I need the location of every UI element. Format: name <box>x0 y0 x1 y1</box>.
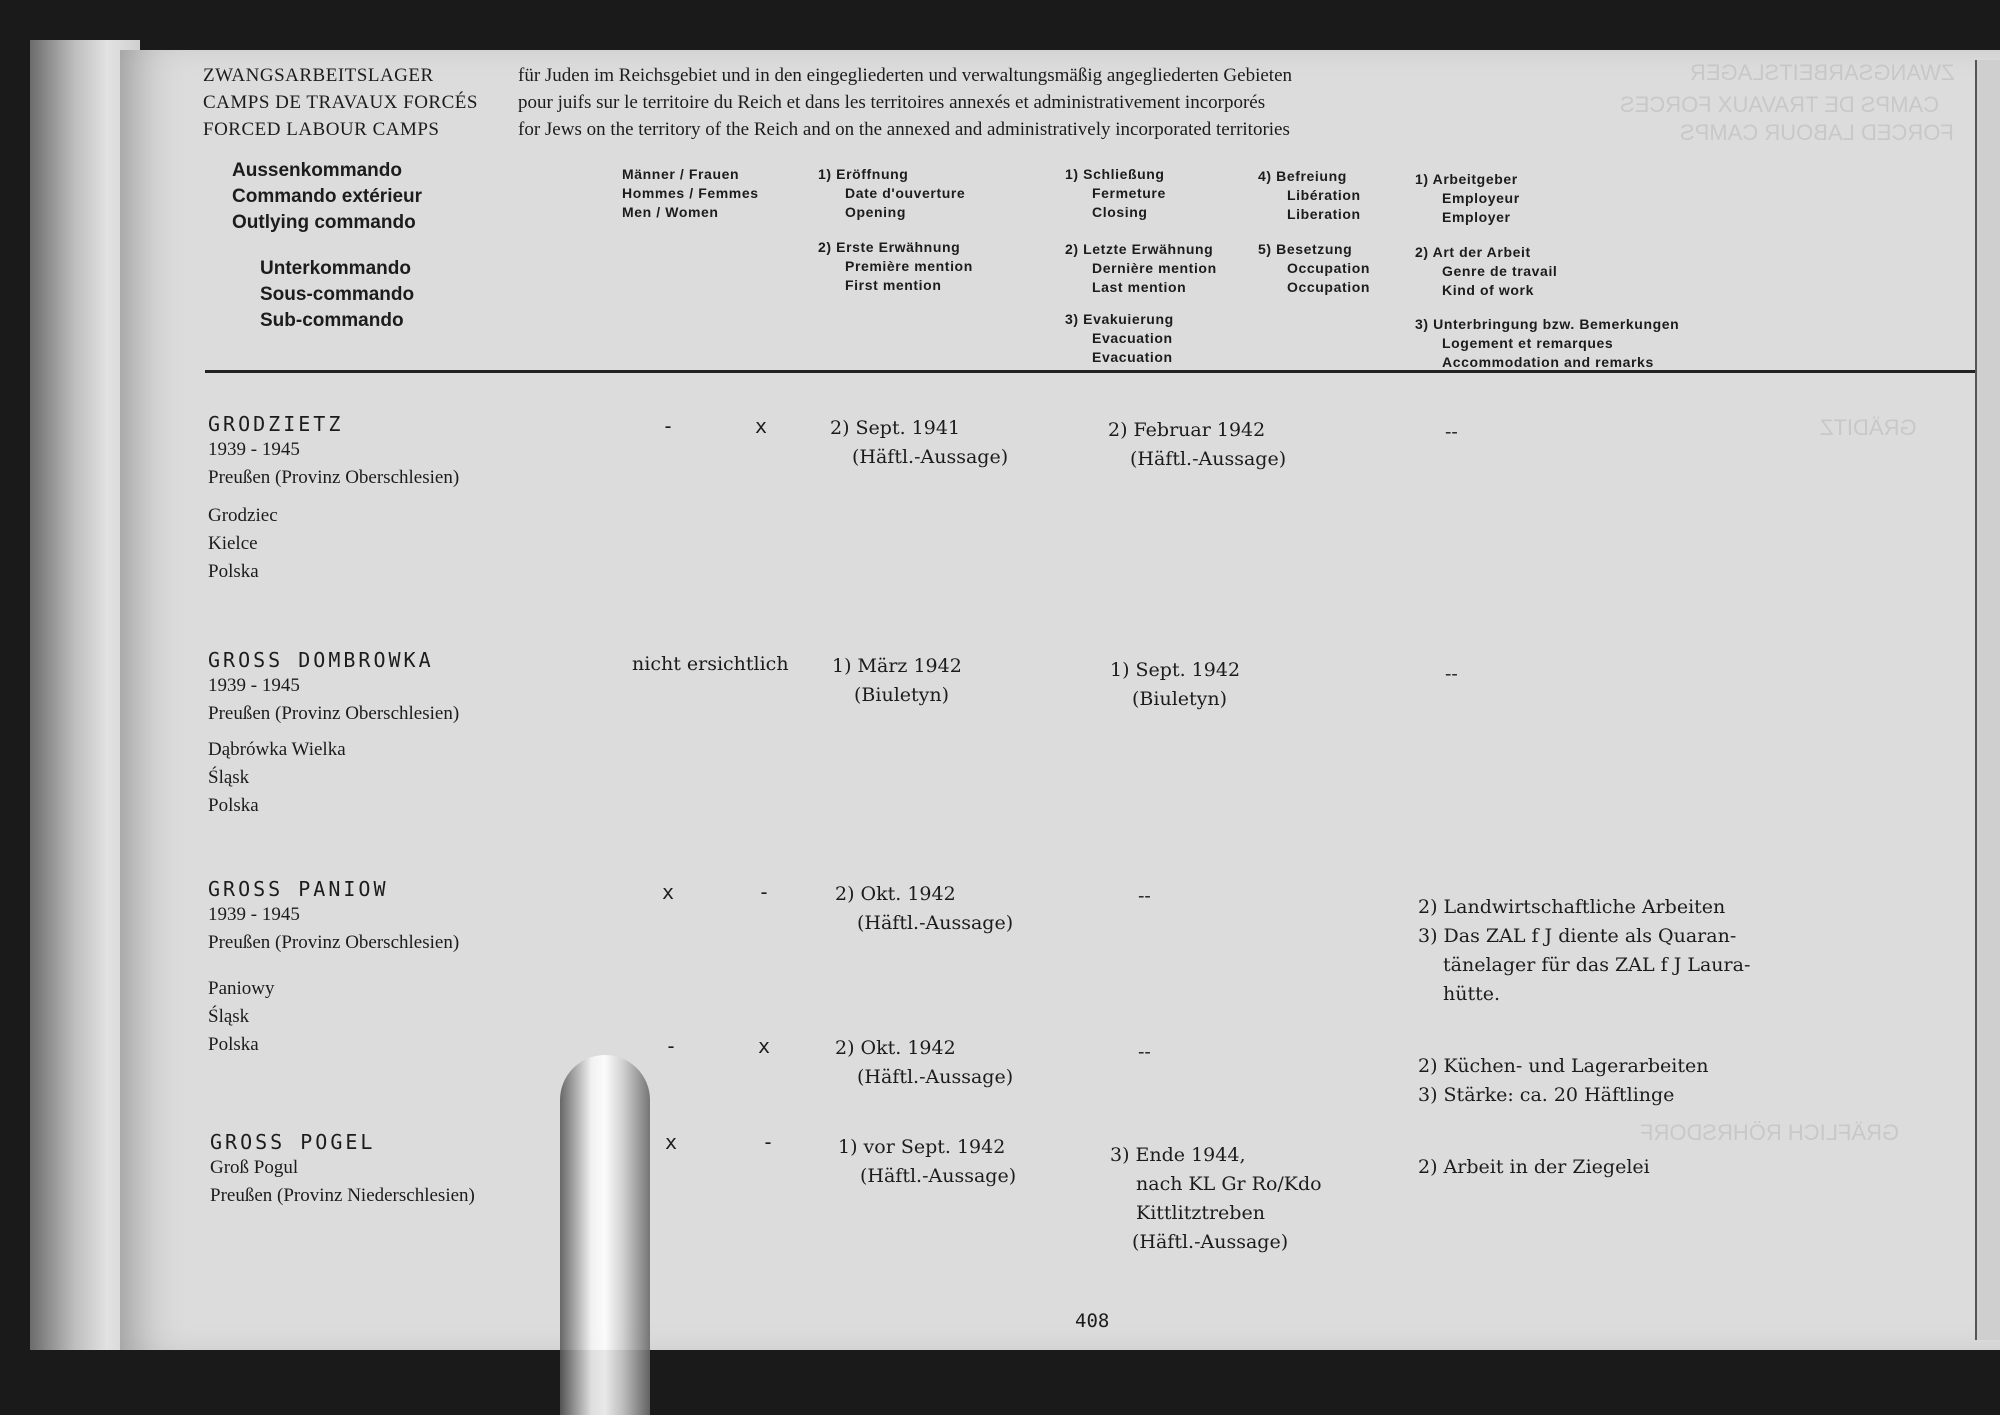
camp-years: 1939 - 1945 <box>208 439 300 460</box>
cell-line: 2) Okt. 1942 <box>835 883 956 905</box>
column-header-line: 3) Unterbringung bzw. Bemerkungen <box>1415 316 1680 332</box>
column-header-line: 1) Schließung <box>1065 166 1165 182</box>
camp-years: 1939 - 1945 <box>208 675 300 696</box>
cell-line: 2) Februar 1942 <box>1108 419 1266 441</box>
column-header-line: Hommes / Femmes <box>622 185 759 201</box>
column-header-line: Fermeture <box>1092 185 1166 201</box>
metal-bookmark <box>560 1055 650 1415</box>
column-header-line: Dernière mention <box>1092 260 1217 276</box>
column-header-line: Logement et remarques <box>1442 335 1614 351</box>
cell-line: 2) Küchen- und Lagerarbeiten <box>1418 1055 1709 1077</box>
column-header-line: 5) Besetzung <box>1258 241 1353 257</box>
cell-line: (Biuletyn) <box>854 684 950 706</box>
opening-cell <box>838 1133 1016 1191</box>
opening-cell <box>832 652 962 710</box>
cell-line: 3) Stärke: ca. 20 Häftlinge <box>1418 1084 1675 1106</box>
column-header-line: 2) Erste Erwähnung <box>818 239 961 255</box>
place-name: Polska <box>208 1034 259 1055</box>
closing-cell: -- <box>1138 885 1151 907</box>
cell-line: 2) Okt. 1942 <box>835 1037 956 1059</box>
camp-name: GRODZIETZ <box>208 412 344 436</box>
column-header-line: 1) Eröffnung <box>818 166 909 182</box>
men-mark: x <box>662 880 675 904</box>
page-number: 408 <box>1075 1310 1110 1332</box>
column-header-line: Männer / Frauen <box>622 166 740 182</box>
column-header-line: 3) Evakuierung <box>1065 311 1174 327</box>
column-header-line: Kind of work <box>1442 282 1534 298</box>
column-header-line: Evacuation <box>1092 330 1173 346</box>
cell-line: 1) Sept. 1942 <box>1110 659 1241 681</box>
column-header-liberation <box>1258 167 1361 224</box>
men-mark: x <box>665 1130 678 1154</box>
cell-line: hütte. <box>1443 983 1501 1005</box>
camp-region: Preußen (Provinz Niederschlesien) <box>210 1185 475 1206</box>
entry-gross-pogel <box>210 1130 475 1210</box>
place-name: Śląsk <box>208 767 250 788</box>
remarks-cell <box>1418 893 1750 1009</box>
camp-name: GROSS DOMBROWKA <box>208 648 434 672</box>
header-right-line: for Jews on the territory of the Reich and on the annexed and administratively incorporated territories <box>518 119 1290 140</box>
gender-cell: nicht ersichtlich <box>632 653 789 675</box>
commando-label-line: Aussenkommando <box>232 160 402 181</box>
remarks-cell: -- <box>1445 421 1458 443</box>
place-name: Dąbrówka Wielka <box>208 739 346 760</box>
closing-cell <box>1108 416 1286 474</box>
women-mark: - <box>762 1130 775 1154</box>
column-header-gender <box>622 165 759 222</box>
camp-place: Groß Pogul <box>210 1157 299 1178</box>
column-header-kind-of-work <box>1415 243 1557 300</box>
header-right-line: pour juifs sur le territoire du Reich et dans les territoires annexés et administrativement incorporés <box>518 92 1266 113</box>
sub-commando-label-block <box>260 256 414 334</box>
column-header-line: Première mention <box>845 258 973 274</box>
place-name: Paniowy <box>208 978 275 999</box>
cell-line: nach KL Gr Ro/Kdo <box>1136 1173 1322 1195</box>
column-header-line: 2) Art der Arbeit <box>1415 244 1531 260</box>
cell-line: (Biuletyn) <box>1132 688 1228 710</box>
column-header-line: Occupation <box>1287 260 1371 276</box>
bleed-through-text: ZWANGSARBEITSLAGER <box>1690 60 1955 85</box>
bleed-through-text: CAMPS DE TRAVAUX FORCES <box>1620 92 1940 117</box>
camp-region: Preußen (Provinz Oberschlesien) <box>208 932 460 953</box>
bleed-through-text: FORCED LABOUR CAMPS <box>1680 120 1954 145</box>
column-header-line: Occupation <box>1287 279 1371 295</box>
men-mark: - <box>665 1034 678 1058</box>
column-header-line: Liberation <box>1287 206 1361 222</box>
column-header-closing <box>1065 165 1166 222</box>
camp-region: Preußen (Provinz Oberschlesien) <box>208 467 460 488</box>
column-header-evacuation <box>1065 310 1174 367</box>
column-header-line: Employeur <box>1442 190 1520 206</box>
camp-name: GROSS PANIOW <box>208 877 389 901</box>
column-header-line: Accommodation and remarks <box>1442 354 1654 370</box>
header-left-line: FORCED LABOUR CAMPS <box>203 119 440 140</box>
camp-name: GROSS POGEL <box>210 1130 376 1154</box>
column-header-line: Closing <box>1092 204 1148 220</box>
women-mark: x <box>755 414 768 438</box>
remarks-cell <box>1418 1052 1709 1110</box>
remarks-cell: -- <box>1445 663 1458 685</box>
header-right-block <box>518 62 1292 143</box>
cell-line: 1) vor Sept. 1942 <box>838 1136 1006 1158</box>
place-name: Grodziec <box>208 505 278 526</box>
cell-line: (Häftl.-Aussage) <box>857 912 1014 934</box>
cell-line: 2) Landwirtschaftliche Arbeiten <box>1418 896 1726 918</box>
opening-cell <box>835 1034 1013 1092</box>
cell-line: (Häftl.-Aussage) <box>857 1066 1014 1088</box>
header-left-line: CAMPS DE TRAVAUX FORCÉS <box>203 92 478 113</box>
cell-line: (Häftl.-Aussage) <box>860 1165 1017 1187</box>
closing-cell <box>1110 656 1240 714</box>
sub-commando-label-line: Unterkommando <box>260 258 411 279</box>
men-mark: - <box>662 414 675 438</box>
column-header-line: 1) Arbeitgeber <box>1415 171 1518 187</box>
header-left-line: ZWANGSARBEITSLAGER <box>203 65 434 86</box>
entry-grodzietz <box>208 412 459 586</box>
place-name: Polska <box>208 561 259 582</box>
column-header-line: Genre de travail <box>1442 263 1558 279</box>
column-header-line: First mention <box>845 277 942 293</box>
column-header-line: 4) Befreiung <box>1258 168 1347 184</box>
column-header-opening <box>818 165 965 222</box>
camp-region: Preußen (Provinz Oberschlesien) <box>208 703 460 724</box>
sub-commando-label-line: Sub-commando <box>260 310 404 331</box>
column-header-remarks <box>1415 315 1679 372</box>
camp-years: 1939 - 1945 <box>208 904 300 925</box>
commando-label-block <box>232 158 422 236</box>
cell-line: (Häftl.-Aussage) <box>1132 1231 1289 1253</box>
column-header-line: Last mention <box>1092 279 1187 295</box>
commando-label-line: Outlying commando <box>232 212 416 233</box>
place-name: Polska <box>208 795 259 816</box>
entry-gross-dombrowka <box>208 648 459 820</box>
sub-commando-label-line: Sous-commando <box>260 284 415 305</box>
cell-line: 1) März 1942 <box>832 655 962 677</box>
place-name: Śląsk <box>208 1006 250 1027</box>
opening-cell <box>830 414 1008 472</box>
column-header-line: Men / Women <box>622 204 719 220</box>
column-header-employer <box>1415 170 1520 227</box>
women-mark: - <box>758 880 771 904</box>
closing-cell: -- <box>1138 1041 1151 1063</box>
cell-line: (Häftl.-Aussage) <box>1130 448 1287 470</box>
cell-line: 2) Sept. 1941 <box>830 417 961 439</box>
women-mark: x <box>758 1034 771 1058</box>
cell-line: (Häftl.-Aussage) <box>852 446 1009 468</box>
adjacent-page-edge <box>1975 60 2000 1340</box>
header-left-block <box>203 62 478 143</box>
header-right-line: für Juden im Reichsgebiet und in den eingegliederten und verwaltungsmäßig angegliederten Gebieten <box>518 65 1293 86</box>
column-header-last-mention <box>1065 240 1217 297</box>
closing-cell <box>1110 1141 1322 1257</box>
header-divider-rule <box>205 370 1975 373</box>
bleed-through-text: GRÄFLICH RÖHRSDORF <box>1640 1120 1900 1145</box>
column-header-line: Opening <box>845 204 906 220</box>
column-header-line: Libération <box>1287 187 1361 203</box>
commando-label-line: Commando extérieur <box>232 186 423 207</box>
column-header-line: Employer <box>1442 209 1511 225</box>
column-header-first-mention <box>818 238 973 295</box>
bleed-through-text: GRÄDITZ <box>1820 415 1917 440</box>
place-name: Kielce <box>208 533 258 554</box>
opening-cell <box>835 880 1013 938</box>
column-header-line: Evacuation <box>1092 349 1173 365</box>
cell-line: Kittlitztreben <box>1136 1202 1265 1224</box>
cell-line: 3) Das ZAL f J diente als Quaran- <box>1418 925 1737 947</box>
column-header-occupation <box>1258 240 1370 297</box>
column-header-line: 2) Letzte Erwähnung <box>1065 241 1214 257</box>
entry-gross-paniow <box>208 877 459 1059</box>
cell-line: tänelager für das ZAL f J Laura- <box>1443 954 1751 976</box>
remarks-cell: 2) Arbeit in der Ziegelei <box>1418 1156 1650 1178</box>
column-header-line: Date d'ouverture <box>845 185 966 201</box>
cell-line: 3) Ende 1944, <box>1110 1144 1246 1166</box>
